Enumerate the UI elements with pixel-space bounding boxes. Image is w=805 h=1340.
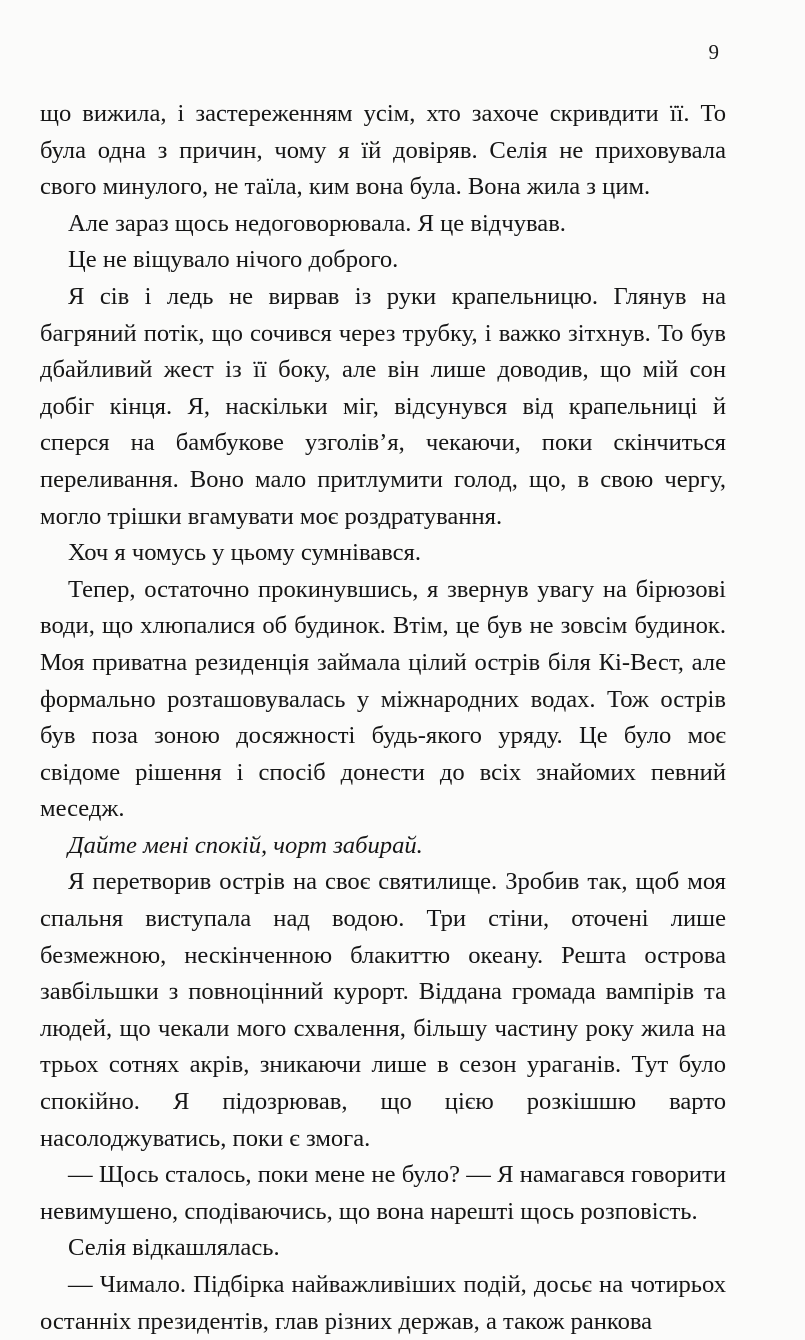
paragraph: Тепер, остаточно прокинувшись, я звернув увагу на бірюзові води, що хлюпалися об будинок. Втім, це був не зовсім будинок. Моя приватна резиденція займала цілий острів біля Кі-Вест, але формально розташовувалась у міжнародних водах. Тож острів був поза зоною досяжності будь-якого уряду. Це було моє свідоме рішення і спосіб донести до всіх знайомих певний меседж.	[40, 575, 726, 823]
page-number: 9	[708, 40, 719, 64]
paragraph: Я сів і ледь не вирвав із руки крапельницю. Глянув на багряний потік, що сочився через трубку, і важко зітхнув. То був дбайливий жест із її боку, але він лише доводив, що мій сон добіг кінця. Я, наскільки міг, відсунувся від крапельниці й сперся на бамбукове узголів’я, чекаючи, поки скінчиться переливання. Воно мало притлумити голод, що, в свою чергу, могло трішки вгамувати моє роздратування.	[40, 282, 726, 530]
body-text	[40, 96, 726, 1340]
paragraph: Хоч я чомусь у цьому сумнівався.	[68, 539, 422, 567]
paragraph: Це не віщувало нічого доброго.	[68, 246, 399, 274]
italic-paragraph: Дайте мені спокій, чорт забирай.	[68, 831, 423, 859]
paragraph: Я перетворив острів на своє святилище. Зробив так, щоб моя спальня виступала над водою. Три стіни, оточені лише безмежною, нескінченною блакиттю океану. Решта острова завбільшки з повноцінний курорт. Віддана громада вампірів та людей, що чекали мого схвалення, більшу частину року жила на трьох сотнях акрів, зникаючи лише в сезон ураганів. Тут було спокійно. Я підозрював, що цією розкішшю варто насолоджуватись, поки є змога.	[40, 868, 726, 1152]
dialogue-paragraph: — Чимало. Підбірка найважливіших подій, досьє на чотирьох останніх президентів, глав різних держав, а також ранкова	[40, 1271, 726, 1335]
paragraph: Селія відкашлялась.	[68, 1234, 280, 1262]
dialogue-paragraph: — Щось сталось, поки мене не було? — Я намагався говорити невимушено, сподіваючись, що вона нарешті щось розповість.	[40, 1161, 726, 1225]
paragraph: Але зараз щось недоговорювала. Я це відчував.	[68, 209, 566, 237]
paragraph: що вижила, і застереженням усім, хто захоче скривдити її. То була одна з причин, чому я їй довіряв. Селія не приховувала свого минулого, не таїла, ким вона була. Вона жила з цим.	[40, 100, 726, 201]
